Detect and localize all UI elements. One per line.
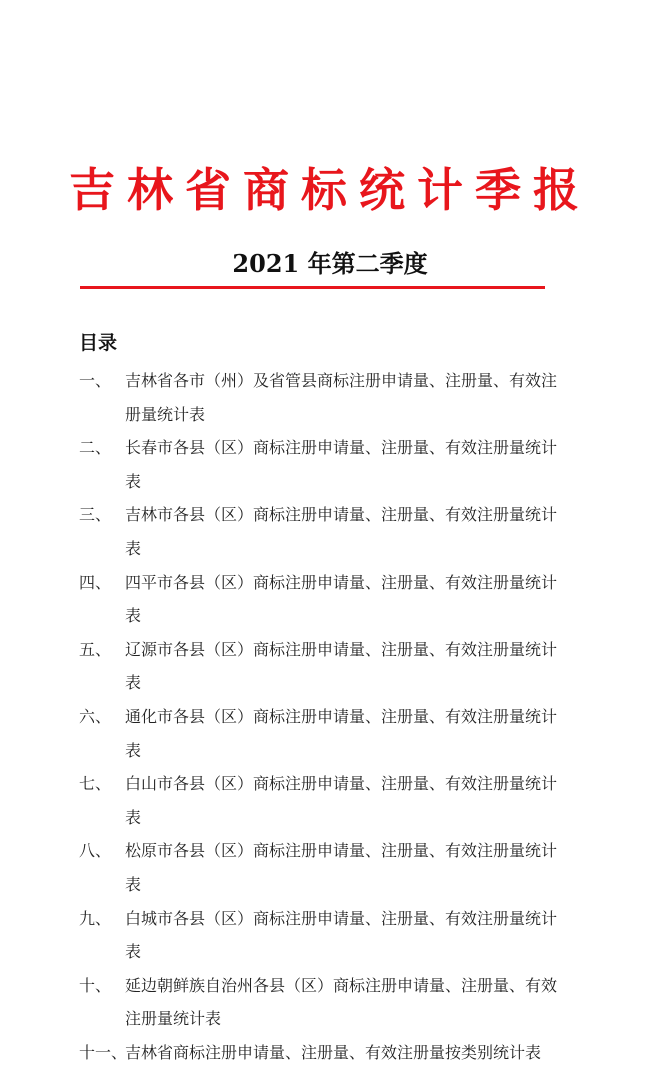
toc-item-text: 吉林市各县（区）商标注册申请量、注册量、有效注册量统计表 xyxy=(125,505,558,558)
toc-item-number: 八、 xyxy=(79,841,112,861)
toc-item-text: 白城市各县（区）商标注册申请量、注册量、有效注册量统计表 xyxy=(125,908,558,962)
toc-item-text: 四平市各县（区）商标注册申请量、注册量、有效注册量统计表 xyxy=(125,572,558,626)
toc-item-number: 四、 xyxy=(79,572,112,592)
toc-item-number: 五、 xyxy=(79,639,112,659)
toc-item xyxy=(79,700,579,767)
toc-item xyxy=(79,767,579,834)
toc-item xyxy=(79,1036,579,1069)
toc-item xyxy=(79,969,579,1036)
toc-item-number: 十一、 xyxy=(79,1042,128,1062)
toc-item-number: 二、 xyxy=(79,438,112,458)
toc-item xyxy=(79,431,579,498)
toc-item-text: 白山市各县（区）商标注册申请量、注册量、有效注册量统计表 xyxy=(125,774,558,827)
toc-heading: 目录 xyxy=(79,332,118,354)
toc-item xyxy=(79,364,579,431)
toc-item xyxy=(79,566,579,633)
toc-item-text: 长春市各县（区）商标注册申请量、注册量、有效注册量统计表 xyxy=(125,438,558,491)
table-of-contents xyxy=(79,364,579,1069)
toc-item-text: 辽源市各县（区）商标注册申请量、注册量、有效注册量统计表 xyxy=(125,639,558,693)
toc-item-number: 一、 xyxy=(79,371,112,390)
title-divider xyxy=(80,286,545,289)
toc-item xyxy=(79,834,579,901)
report-period: 2021 年第二季度 xyxy=(232,249,428,278)
report-title: 吉林省商标统计季报 xyxy=(69,163,591,217)
toc-item xyxy=(79,902,579,969)
toc-item xyxy=(79,633,579,700)
toc-item-number: 三、 xyxy=(79,505,112,525)
toc-item-number: 十、 xyxy=(79,975,112,995)
toc-item-number: 六、 xyxy=(79,706,112,726)
toc-item-text: 松原市各县（区）商标注册申请量、注册量、有效注册量统计表 xyxy=(125,841,558,894)
toc-item xyxy=(79,498,579,565)
toc-item-text: 吉林省各市（州）及省管县商标注册申请量、注册量、有效注册量统计表 xyxy=(125,371,558,424)
toc-item-number: 九、 xyxy=(79,908,112,928)
toc-item-text: 通化市各县（区）商标注册申请量、注册量、有效注册量统计表 xyxy=(125,706,558,760)
toc-item-text: 吉林省商标注册申请量、注册量、有效注册量按类别统计表 xyxy=(125,1042,542,1062)
toc-item-number: 七、 xyxy=(79,774,112,794)
toc-item-text: 延边朝鲜族自治州各县（区）商标注册申请量、注册量、有效注册量统计表 xyxy=(125,975,558,1029)
